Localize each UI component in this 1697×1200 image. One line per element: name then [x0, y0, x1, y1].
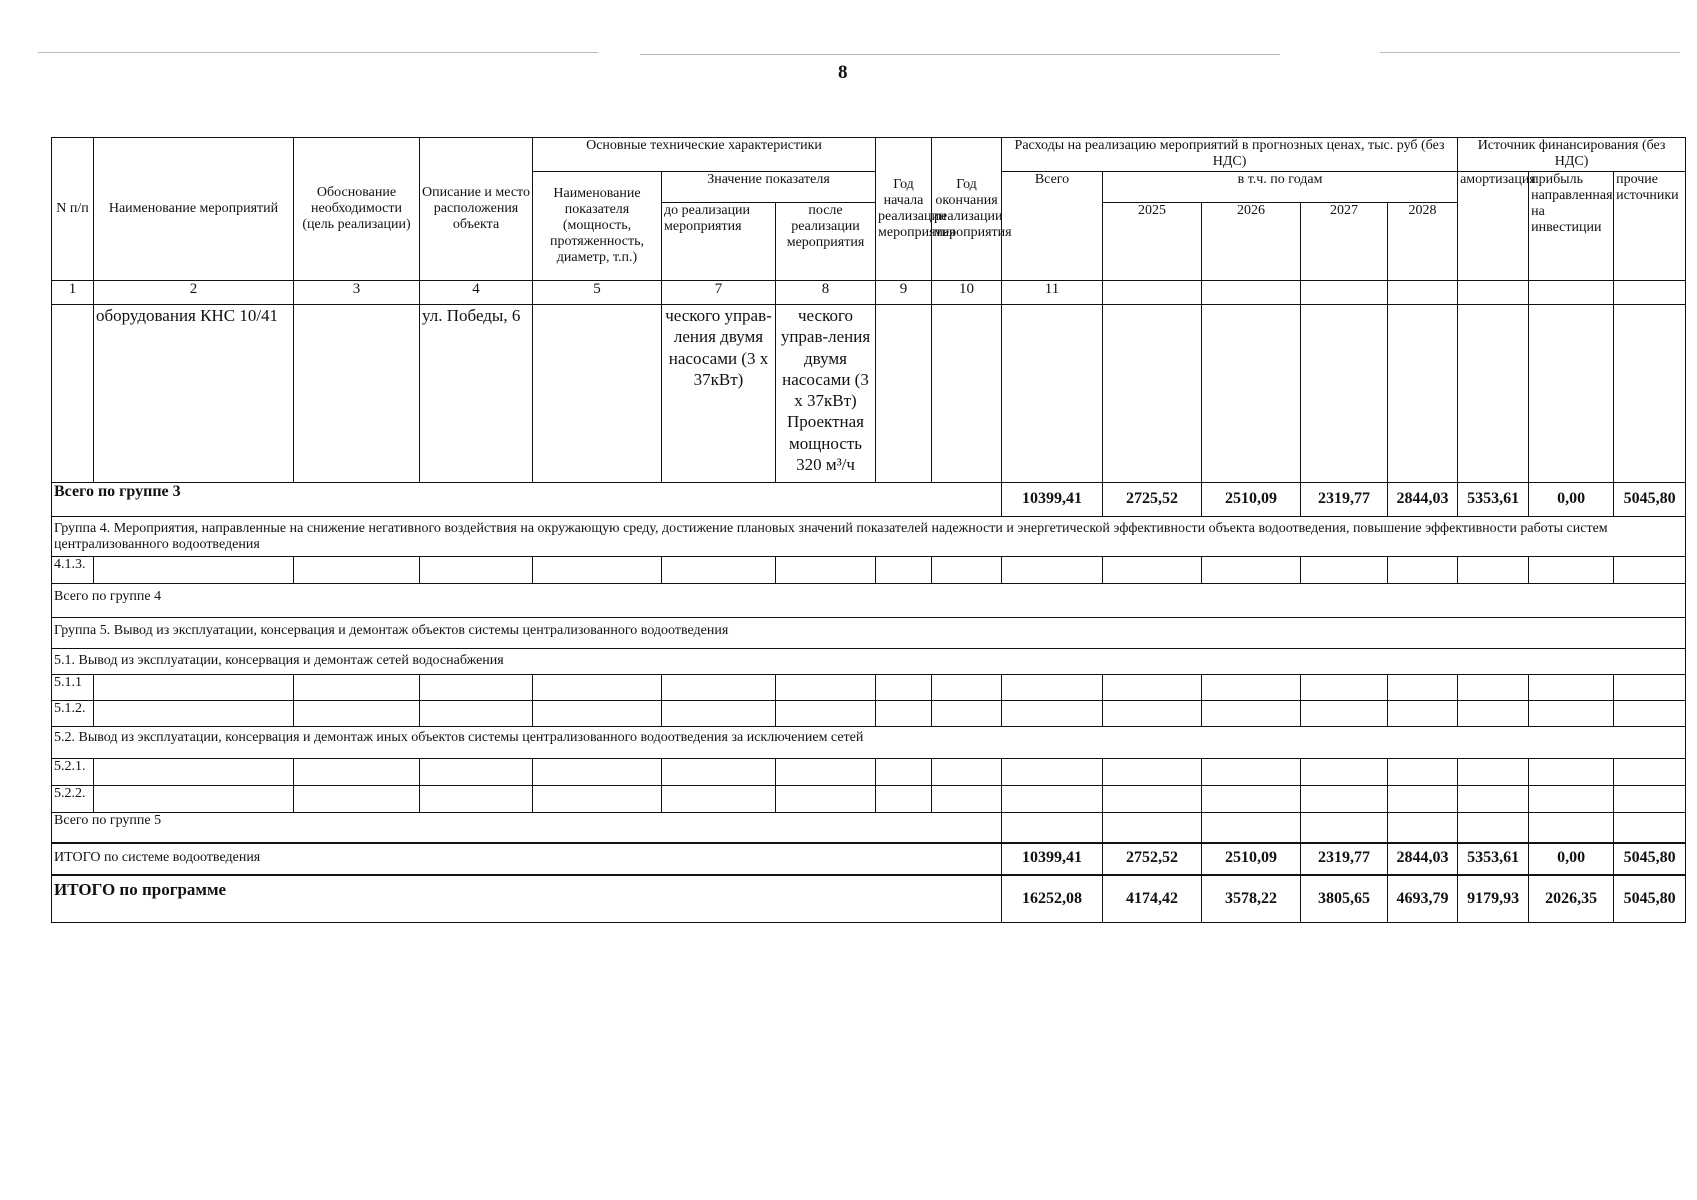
group3-total-2026: 2510,09: [1202, 483, 1301, 517]
continued-row: [52, 305, 1686, 483]
header-year-2025: 2025: [1103, 203, 1202, 281]
group3-total-2025: 2725,52: [1103, 483, 1202, 517]
top-rule-right: [1380, 52, 1680, 53]
header-amortization: амортизация: [1458, 172, 1529, 281]
header-reason: Обоснование необходимости (цель реализации): [294, 138, 420, 281]
program-total-2027: 3805,65: [1301, 875, 1388, 923]
col-number: 1: [52, 281, 94, 305]
header-by-years: в т.ч. по годам: [1103, 172, 1458, 203]
group5-title: Группа 5. Вывод из эксплуатации, консервация и демонтаж объектов системы централизованного водоотведения: [52, 618, 1686, 649]
program-total-other: 5045,80: [1614, 875, 1686, 923]
program-total-all: 16252,08: [1002, 875, 1103, 923]
header-indicator-name: Наименование показателя (мощность, протяженность, диаметр, т.п.): [533, 172, 662, 281]
system-total-2025: 2752,52: [1103, 843, 1202, 875]
header-funding-group: Источник финансирования (без НДС): [1458, 138, 1686, 172]
program-total-amort: 9179,93: [1458, 875, 1529, 923]
program-total-row: [52, 875, 1686, 923]
header-total: Всего: [1002, 172, 1103, 281]
program-total-2025: 4174,42: [1103, 875, 1202, 923]
group4-title: Группа 4. Мероприятия, направленные на снижение негативного воздействия на окружающую среду, достижение плановых значений показателей надежности и энергетической эффективности объекта водоотведения, повышение эффективности работы систем централизованного водоотведения: [52, 517, 1686, 557]
program-total-label: ИТОГО по программе: [52, 875, 1002, 923]
system-total-amort: 5353,61: [1458, 843, 1529, 875]
group5-sub1-row: [52, 701, 1686, 727]
group3-total-label: Всего по группе 3: [52, 483, 1002, 517]
group4-total-label: Всего по группе 4: [52, 584, 1686, 618]
group5-sub2-row: [52, 759, 1686, 786]
col-number: 11: [1002, 281, 1103, 305]
system-total-row: [52, 843, 1686, 875]
col-number: 8: [776, 281, 876, 305]
top-rule-left: [38, 52, 598, 53]
system-total-2026: 2510,09: [1202, 843, 1301, 875]
group3-total-profit: 0,00: [1529, 483, 1614, 517]
group3-total-other: 5045,80: [1614, 483, 1686, 517]
group3-total-amort: 5353,61: [1458, 483, 1529, 517]
row-id: 5.2.2.: [52, 786, 94, 813]
row-id: 5.2.1.: [52, 759, 94, 786]
continued-location: ул. Победы, 6: [420, 305, 533, 483]
continued-before: ческого управ-ления двумя насосами (3 х 37кВт): [662, 305, 776, 483]
system-total-all: 10399,41: [1002, 843, 1103, 875]
group3-total-all: 10399,41: [1002, 483, 1103, 517]
group4-row-id: 4.1.3.: [52, 557, 94, 584]
header-indicator-value: Значение показателя: [662, 172, 876, 203]
col-number: 10: [932, 281, 1002, 305]
group4-row: [52, 557, 1686, 584]
header-location: Описание и место расположения объекта: [420, 138, 533, 281]
program-total-2026: 3578,22: [1202, 875, 1301, 923]
header-n: N п/п: [52, 138, 94, 281]
header-year-2027: 2027: [1301, 203, 1388, 281]
top-rule-mid: [640, 54, 1280, 55]
system-total-profit: 0,00: [1529, 843, 1614, 875]
system-total-label: ИТОГО по системе водоотведения: [52, 843, 1002, 875]
header-before: до реализации мероприятия: [662, 203, 776, 281]
investment-table-container: [51, 137, 1685, 923]
group3-total-row: [52, 483, 1686, 517]
system-total-2028: 2844,03: [1388, 843, 1458, 875]
continued-after: ческого управ-ления двумя насосами (3 х 37кВт) Проектная мощность 320 м³/ч: [776, 305, 876, 483]
header-profit: прибыль направленная на инвестиции: [1529, 172, 1614, 281]
header-other-sources: прочие источники: [1614, 172, 1686, 281]
header-year-2026: 2026: [1202, 203, 1301, 281]
header-year-2028: 2028: [1388, 203, 1458, 281]
header-name: Наименование мероприятий: [94, 138, 294, 281]
header-end-year: Год окончания реализации мероприятия: [932, 138, 1002, 281]
group5-total-label: Всего по группе 5: [52, 813, 1002, 843]
col-number: 2: [94, 281, 294, 305]
row-id: 5.1.1: [52, 675, 94, 701]
investment-table: [51, 137, 1686, 923]
col-number: 4: [420, 281, 533, 305]
page-number: 8: [838, 62, 848, 83]
col-number: 5: [533, 281, 662, 305]
column-number-row: [52, 281, 1686, 305]
col-number: 7: [662, 281, 776, 305]
header-start-year: Год начала реализации мероприятия: [876, 138, 932, 281]
group5-sub1-row: [52, 675, 1686, 701]
group5-sub2-title: 5.2. Вывод из эксплуатации, консервация и демонтаж иных объектов системы централизованного водоотведения за исключением сетей: [52, 727, 1686, 759]
group3-total-2028: 2844,03: [1388, 483, 1458, 517]
system-total-2027: 2319,77: [1301, 843, 1388, 875]
header-after: после реализации мероприятия: [776, 203, 876, 281]
row-id: 5.1.2.: [52, 701, 94, 727]
program-total-2028: 4693,79: [1388, 875, 1458, 923]
header-tech-group: Основные технические характеристики: [533, 138, 876, 172]
group5-sub1-title: 5.1. Вывод из эксплуатации, консервация и демонтаж сетей водоснабжения: [52, 649, 1686, 675]
system-total-other: 5045,80: [1614, 843, 1686, 875]
group5-sub2-row: [52, 786, 1686, 813]
program-total-profit: 2026,35: [1529, 875, 1614, 923]
continued-name: оборудования КНС 10/41: [94, 305, 294, 483]
group3-total-2027: 2319,77: [1301, 483, 1388, 517]
col-number: 3: [294, 281, 420, 305]
col-number: 9: [876, 281, 932, 305]
header-costs-group: Расходы на реализацию мероприятий в прогнозных ценах, тыс. руб (без НДС): [1002, 138, 1458, 172]
